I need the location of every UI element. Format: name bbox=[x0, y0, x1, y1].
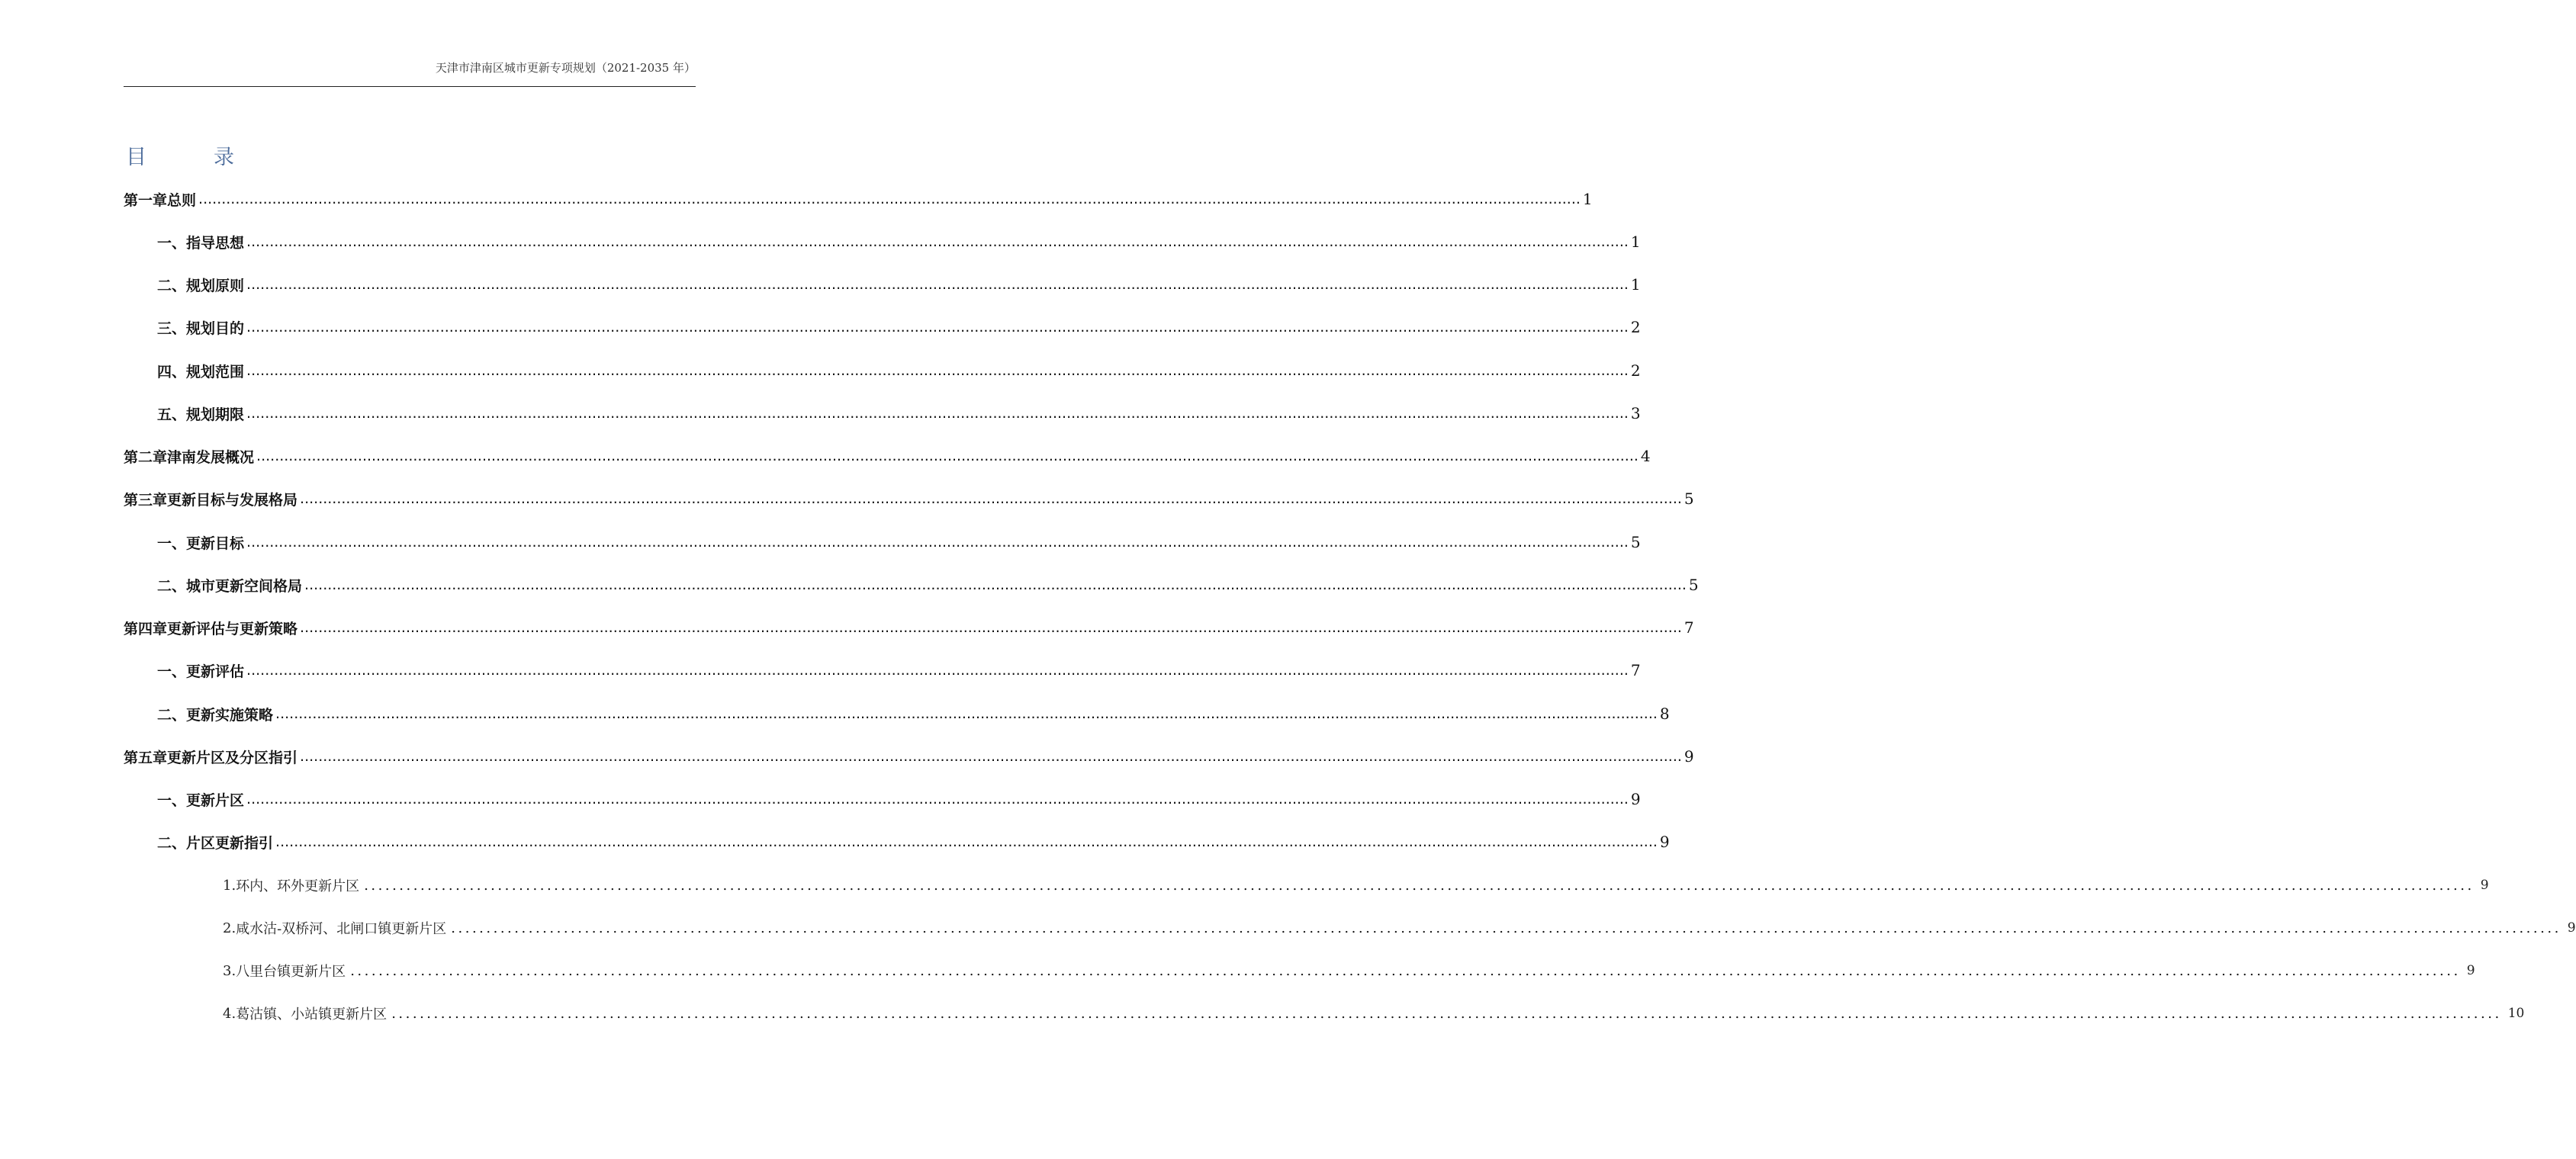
toc-entry-title: 城市更新空间格局 bbox=[186, 577, 303, 595]
toc-entry-number: 第五章 bbox=[124, 749, 168, 766]
dot-leader: ............................................................................................................................................................................................................................................................................................................ bbox=[304, 576, 1687, 593]
toc-entry-page: 8 bbox=[1659, 705, 1670, 723]
toc-entry-number: 二、 bbox=[157, 706, 187, 724]
toc-entry-subsection[interactable] bbox=[124, 870, 2489, 901]
toc-entry-title: 总则 bbox=[167, 191, 197, 209]
toc-entry-title: 更新评估 bbox=[186, 663, 245, 680]
toc-entry-number: 一、 bbox=[157, 535, 187, 552]
toc-entry-section[interactable] bbox=[124, 527, 1641, 557]
toc-entry-section[interactable] bbox=[124, 312, 1641, 342]
toc-entry-subsection[interactable] bbox=[124, 955, 2475, 986]
toc-entry-title: 更新片区及分区指引 bbox=[167, 749, 298, 766]
toc-entry-title: 葛沽镇、小站镇更新片区 bbox=[236, 1006, 388, 1023]
dot-leader: ............................................................................................................................................................................................................................................................................................................ bbox=[391, 1005, 2502, 1022]
dot-leader: ............................................................................................................................................................................................................................................................................................................ bbox=[256, 448, 1639, 464]
toc-heading-char-1: 目 bbox=[126, 146, 146, 169]
toc-entry-page: 7 bbox=[1684, 618, 1694, 637]
toc-entry-title: 环内、环外更新片区 bbox=[236, 878, 360, 894]
toc-entry-number: 4. bbox=[223, 1005, 236, 1022]
toc-entry-title: 规划目的 bbox=[186, 319, 245, 337]
toc-entry-number: 四、 bbox=[157, 363, 187, 380]
toc-entry-number: 三、 bbox=[157, 319, 187, 337]
toc-entry-section[interactable] bbox=[124, 655, 1641, 685]
toc-entry-title: 更新目标与发展格局 bbox=[167, 491, 298, 509]
toc-entry-title: 片区更新指引 bbox=[186, 834, 274, 852]
toc-entry-title: 规划范围 bbox=[186, 363, 245, 380]
toc-entry-number: 五、 bbox=[157, 406, 187, 423]
toc-entry-chapter-2[interactable] bbox=[124, 441, 1651, 471]
toc-entry-page: 3 bbox=[1630, 404, 1641, 422]
toc-entry-number: 二、 bbox=[157, 277, 187, 294]
toc-entry-page: 2 bbox=[1630, 361, 1641, 380]
toc-entry-page: 4 bbox=[1640, 447, 1651, 465]
toc-entry-number: 第二章 bbox=[124, 448, 168, 466]
toc-entry-page: 1 bbox=[1630, 233, 1641, 251]
dot-leader: ............................................................................................................................................................................................................................................................................................................ bbox=[275, 833, 1658, 850]
toc-entry-section[interactable] bbox=[124, 570, 1699, 600]
toc-entry-subsection[interactable] bbox=[124, 913, 2576, 943]
dot-leader: ............................................................................................................................................................................................................................................................................................................ bbox=[451, 920, 2562, 936]
toc-entry-title: 规划原则 bbox=[186, 277, 245, 294]
toc-entry-number: 第四章 bbox=[124, 620, 168, 637]
toc-entry-page: 10 bbox=[2507, 1006, 2525, 1021]
toc-entry-page: 9 bbox=[2480, 878, 2489, 893]
toc-entry-number: 二、 bbox=[157, 834, 187, 852]
toc-entry-number: 1. bbox=[223, 877, 236, 894]
toc-entry-chapter-4[interactable] bbox=[124, 612, 1694, 643]
toc-entry-page: 9 bbox=[1684, 747, 1694, 766]
toc-entry-number: 一、 bbox=[157, 663, 187, 680]
toc-entry-section[interactable] bbox=[124, 355, 1641, 386]
dot-leader: ............................................................................................................................................................................................................................................................................................................ bbox=[300, 748, 1682, 765]
toc-entry-section[interactable] bbox=[124, 827, 1670, 857]
dot-leader: ............................................................................................................................................................................................................................................................................................................ bbox=[364, 877, 2475, 894]
toc-entry-title: 更新目标 bbox=[186, 535, 245, 552]
toc-entry-title: 八里台镇更新片区 bbox=[236, 964, 346, 980]
toc-entry-title: 规划期限 bbox=[186, 406, 245, 423]
toc-entry-title: 咸水沽-双桥河、北闸口镇更新片区 bbox=[236, 921, 447, 937]
toc-entry-page: 5 bbox=[1684, 490, 1694, 508]
toc-entry-number: 一、 bbox=[157, 234, 187, 252]
dot-leader: ............................................................................................................................................................................................................................................................................................................ bbox=[246, 233, 1629, 250]
toc-entry-page: 1 bbox=[1582, 190, 1593, 208]
dot-leader: ............................................................................................................................................................................................................................................................................................................ bbox=[246, 662, 1629, 679]
toc-entry-chapter-5[interactable] bbox=[124, 741, 1694, 772]
dot-leader: ............................................................................................................................................................................................................................................................................................................ bbox=[350, 962, 2461, 979]
running-header: 天津市津南区城市更新专项规划（2021-2035 年） bbox=[435, 61, 696, 75]
toc-entry-title: 指导思想 bbox=[186, 234, 245, 252]
toc-entry-page: 5 bbox=[1630, 533, 1641, 551]
dot-leader: ............................................................................................................................................................................................................................................................................................................ bbox=[198, 191, 1581, 207]
toc-entry-number: 3. bbox=[223, 962, 236, 979]
dot-leader: ............................................................................................................................................................................................................................................................................................................ bbox=[246, 534, 1629, 551]
toc-entry-number: 2. bbox=[223, 920, 236, 936]
toc-entry-number: 第一章 bbox=[124, 191, 168, 209]
toc-entry-chapter-1[interactable] bbox=[124, 184, 1593, 214]
toc-entry-number: 第三章 bbox=[124, 491, 168, 509]
dot-leader: ............................................................................................................................................................................................................................................................................................................ bbox=[246, 319, 1629, 336]
toc-entry-page: 9 bbox=[1659, 833, 1670, 851]
toc-entry-page: 5 bbox=[1688, 576, 1699, 594]
dot-leader: ............................................................................................................................................................................................................................................................................................................ bbox=[246, 276, 1629, 293]
dot-leader: ............................................................................................................................................................................................................................................................................................................ bbox=[246, 791, 1629, 807]
toc-entry-number: 一、 bbox=[157, 791, 187, 809]
toc-entry-section[interactable] bbox=[124, 398, 1641, 429]
toc-entry-section[interactable] bbox=[124, 269, 1641, 300]
toc-entry-page: 2 bbox=[1630, 318, 1641, 336]
toc-entry-page: 1 bbox=[1630, 275, 1641, 294]
toc-entry-section[interactable] bbox=[124, 784, 1641, 814]
dot-leader: ............................................................................................................................................................................................................................................................................................................ bbox=[246, 362, 1629, 379]
toc-entry-title: 更新实施策略 bbox=[186, 706, 274, 724]
toc-entry-page: 9 bbox=[2567, 920, 2576, 936]
toc-entry-page: 9 bbox=[2466, 963, 2475, 978]
toc-entry-number: 二、 bbox=[157, 577, 187, 595]
toc-entry-section[interactable] bbox=[124, 698, 1670, 729]
toc-entry-page: 7 bbox=[1630, 661, 1641, 679]
toc-heading-char-2: 录 bbox=[214, 146, 234, 169]
toc-entry-subsection[interactable] bbox=[124, 998, 2525, 1029]
toc-entry-title: 更新片区 bbox=[186, 791, 245, 809]
toc-entry-page: 9 bbox=[1630, 790, 1641, 808]
toc-entry-title: 更新评估与更新策略 bbox=[167, 620, 298, 637]
toc-entry-chapter-3[interactable] bbox=[124, 483, 1694, 514]
toc-entry-section[interactable] bbox=[124, 226, 1641, 257]
dot-leader: ............................................................................................................................................................................................................................................................................................................ bbox=[275, 705, 1658, 722]
dot-leader: ............................................................................................................................................................................................................................................................................................................ bbox=[300, 490, 1682, 507]
dot-leader: ............................................................................................................................................................................................................................................................................................................ bbox=[300, 619, 1682, 636]
toc-entry-title: 津南发展概况 bbox=[167, 448, 255, 466]
header-divider bbox=[124, 86, 696, 87]
dot-leader: ............................................................................................................................................................................................................................................................................................................ bbox=[246, 405, 1629, 422]
